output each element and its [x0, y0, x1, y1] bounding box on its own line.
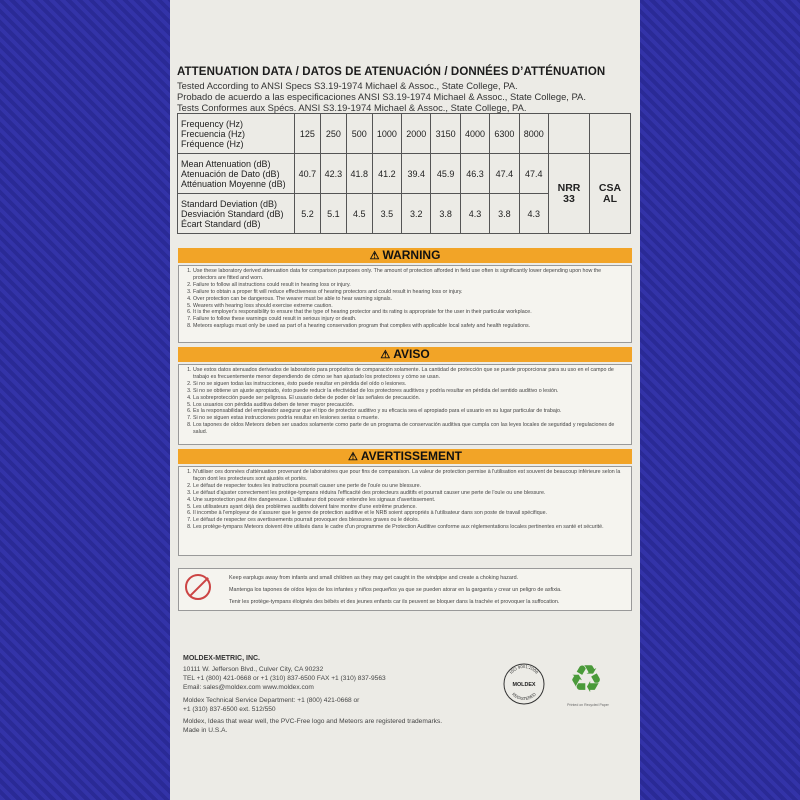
list-item: 7. Si no se siguen estas instrucciones podría resultar en lesiones serias o muerte. — [193, 415, 626, 422]
mean-cell: 47.4 — [490, 154, 519, 194]
blank-cell — [549, 114, 590, 154]
list-item: 8. Los tapones de oídos Meteors deben ser usados solamente como parte de un programa de conservación auditiva que cumpla con las leyes locales de seguridad y regulaciones de salud. — [193, 422, 626, 436]
subtitle-fr: Tests Conformes aux Spécs. ANSI S3.19-1974 Michael & Assoc., State College, PA. — [177, 102, 527, 113]
sd-cell: 4.5 — [346, 194, 372, 234]
aviso-header: ⚠ AVISO — [178, 347, 632, 362]
mean-row — [178, 154, 631, 194]
list-item: 1. Use estos datos atenuados derivados de laboratorio para propósitos de comparación solamente. La cantidad de protección que se puede proporcionar para su uso en el campo de trabajo es frecuentemente menor dependiendo de cómo se han ajustado los protectores y cómo se usan. — [193, 367, 626, 381]
list-item: 7. Le défaut de respecter ces avertissements pourrait provoquer des blessures graves ou le décès. — [193, 517, 626, 524]
freq-cell: 3150 — [431, 114, 460, 154]
choking-hazard-box — [178, 568, 632, 611]
iso-registered-seal — [502, 662, 546, 706]
sd-cell: 5.2 — [295, 194, 321, 234]
mean-cell: 41.2 — [372, 154, 401, 194]
iso-standard-text: ISO 9001:2008 — [508, 663, 540, 675]
svg-text:REGISTERED — [511, 692, 537, 701]
subtitle-es: Probado de acuerdo a las especificaciones ANSI S3.19-1974 Michael & Assoc., State College, PA. — [177, 91, 586, 102]
sd-label: Standard Deviation (dB) Desviación Standard (dB) Écart Standard (dB) — [178, 194, 295, 234]
list-item: 6. Il incombe à l'employeur de s'assurer que le genre de protection auditive et le NRB soient appropriés à l'utilisateur dans son poste de travail spécifique. — [193, 510, 626, 517]
warning-header: ⚠ WARNING — [178, 248, 632, 263]
iso-brand-text: MOLDEX — [512, 682, 536, 688]
csa-rating: CSA AL — [590, 154, 631, 234]
freq-cell: 2000 — [402, 114, 431, 154]
choking-fr: Tenir les protège-tympans éloignés des bébés et des jeunes enfants car ils peuvent se bloquer dans la trachée et provoquer la suffocation. — [229, 599, 560, 605]
company-phone: TEL +1 (800) 421-0668 or +1 (310) 837-6500 FAX +1 (310) 837-9563 — [183, 675, 386, 682]
aviso-list — [184, 367, 626, 436]
sd-cell: 5.1 — [320, 194, 346, 234]
mean-label: Mean Attenuation (dB) Atenuación de Dato (dB) Atténuation Moyenne (dB) — [178, 154, 295, 194]
list-item: 8. Les protège-tympans Meteors doivent être utilisés dans le cadre d'un programme de Protection Auditive conforme aux réglementations locales pertinentes en santé et sécurité. — [193, 524, 626, 531]
list-item: 5. Los usuarios con pérdida auditiva deben de tener mayor precaución. — [193, 402, 626, 409]
frequency-label: Frequency (Hz) Frecuencia (Hz) Fréquence (Hz) — [178, 114, 295, 154]
list-item: 2. Failure to follow all instructions could result in hearing loss or injury. — [193, 282, 626, 289]
sd-cell: 4.3 — [460, 194, 489, 234]
attenuation-table — [177, 113, 631, 234]
recycled-paper-caption: Printed on Recycled Paper — [567, 703, 609, 707]
freq-cell: 125 — [295, 114, 321, 154]
list-item: 3. Si no se obtiene un ajuste apropiado, ésto puede reducir la efectividad de los protectores auditivos y podría resultar en pérdida del sentido auditivo o lesión. — [193, 388, 626, 395]
tech-service-line1: Moldex Technical Service Department: +1 (800) 421-0668 or — [183, 697, 360, 704]
attenuation-title: ATTENUATION DATA / DATOS DE ATENUACIÓN / DONNÉES D’ATTÉNUATION — [177, 66, 606, 78]
list-item: 4. Over protection can be dangerous. The wearer must be able to hear warning signals. — [193, 296, 626, 303]
nrr-rating: NRR 33 — [549, 154, 590, 234]
list-item: 4. La sobreprotección puede ser peligrosa. El usuario debe de poder oír las señales de precaución. — [193, 395, 626, 402]
subtitle-en: Tested According to ANSI Specs S3.19-1974 Michael & Assoc., State College, PA. — [177, 80, 518, 91]
no-children-icon — [185, 574, 211, 600]
freq-cell: 1000 — [372, 114, 401, 154]
freq-cell: 8000 — [519, 114, 548, 154]
made-in: Made in U.S.A. — [183, 727, 228, 734]
package-right-edge — [640, 0, 800, 800]
list-item: 2. Si no se siguen todas las instrucciones, ésto puede resultar en pérdida del oído o lesiones. — [193, 381, 626, 388]
freq-cell: 4000 — [460, 114, 489, 154]
company-email: Email: sales@moldex.com www.moldex.com — [183, 684, 314, 691]
freq-cell: 250 — [320, 114, 346, 154]
sd-cell: 3.5 — [372, 194, 401, 234]
list-item: 4. Une surprotection peut être dangereuse. L'utilisateur doit pouvoir entendre les signaux d'avertissement. — [193, 497, 626, 504]
choking-en: Keep earplugs away from infants and small children as they may get caught in the windpipe and create a choking hazard. — [229, 575, 519, 581]
list-item: 6. Es la responsabilidad del empleador asegurar que el tipo de protector auditivo y su eficacia sea el apropiado para el usuario en su lugar particular de trabajo. — [193, 408, 626, 415]
mean-cell: 39.4 — [402, 154, 431, 194]
sd-cell: 4.3 — [519, 194, 548, 234]
warning-list — [184, 268, 626, 330]
avertissement-box — [178, 466, 632, 556]
list-item: 6. It is the employer's responsibility to ensure that the type of hearing protector and its rating is appropriate for the user in their particular workplace. — [193, 309, 626, 316]
sd-cell: 3.8 — [490, 194, 519, 234]
svg-text:ISO 9001:2008 — [509, 664, 540, 675]
aviso-box — [178, 364, 632, 445]
list-item: 3. Le défaut d'ajuster correctement les protège-tympans réduira l'efficacité des protecteurs auditifs et pourrait causer une perte de l'ouïe ou une blessure. — [193, 490, 626, 497]
avertissement-header: ⚠ AVERTISSEMENT — [178, 449, 632, 464]
frequency-row — [178, 114, 631, 154]
mean-cell: 41.8 — [346, 154, 372, 194]
tech-service-line2: +1 (310) 837-6500 ext. 512/550 — [183, 706, 276, 713]
company-name: MOLDEX-METRIC, INC. — [183, 655, 260, 662]
sd-cell: 3.2 — [402, 194, 431, 234]
warning-triangle-icon: ⚠ — [369, 250, 380, 262]
mean-cell: 42.3 — [320, 154, 346, 194]
recycle-icon: ♻ — [568, 659, 604, 701]
mean-cell: 40.7 — [295, 154, 321, 194]
freq-cell: 500 — [346, 114, 372, 154]
list-item: 5. Wearers with hearing loss should exercise extreme caution. — [193, 303, 626, 310]
mean-cell: 45.9 — [431, 154, 460, 194]
package-left-edge — [0, 0, 170, 800]
list-item: 7. Failure to follow these warnings could result in serious injury or death. — [193, 316, 626, 323]
warning-triangle-icon: ⚠ — [348, 451, 358, 463]
list-item: 5. Les utilisateurs ayant déjà des problèmes auditifs doivent faire montre d'une extrême prudence. — [193, 504, 626, 511]
avertissement-list — [184, 469, 626, 531]
iso-registered-text: REGISTERED — [511, 691, 537, 702]
list-item: 1. N'utiliser ces données d'atténuation provenant de laboratoires que pour fins de comparaison. La valeur de protection permise à l'utilisation est souvent de beaucoup inférieure selon la façon dont les protecteurs sont ajustés et portés. — [193, 469, 626, 483]
warning-box — [178, 265, 632, 343]
mean-cell: 46.3 — [460, 154, 489, 194]
choking-es: Mantenga los tapones de oídos lejos de los infantes y niños pequeños ya que se pueden atorar en la garganta y crear un peligro de asfixia. — [229, 587, 562, 593]
sd-cell: 3.8 — [431, 194, 460, 234]
list-item: 1. Use these laboratory derived attenuation data for comparison purposes only. The amount of protection afforded in field use often is significantly lower depending upon how the protectors are fitted and worn. — [193, 268, 626, 282]
trademark-notice: Moldex, Ideas that wear well, the PVC-Free logo and Meteors are registered trademarks. — [183, 718, 443, 725]
company-address: 10111 W. Jefferson Blvd., Culver City, CA 90232 — [183, 666, 324, 673]
freq-cell: 6300 — [490, 114, 519, 154]
mean-cell: 47.4 — [519, 154, 548, 194]
list-item: 3. Failure to obtain a proper fit will reduce effectiveness of hearing protectors and could result in hearing loss or injury. — [193, 289, 626, 296]
list-item: 8. Meteors earplugs must only be used as part of a hearing conservation program that complies with applicable local safety and health regulations. — [193, 323, 626, 330]
blank-cell — [590, 114, 631, 154]
list-item: 2. Le défaut de respecter toutes les instructions pourrait causer une perte de l'ouïe ou une blessure. — [193, 483, 626, 490]
warning-triangle-icon: ⚠ — [380, 349, 391, 361]
